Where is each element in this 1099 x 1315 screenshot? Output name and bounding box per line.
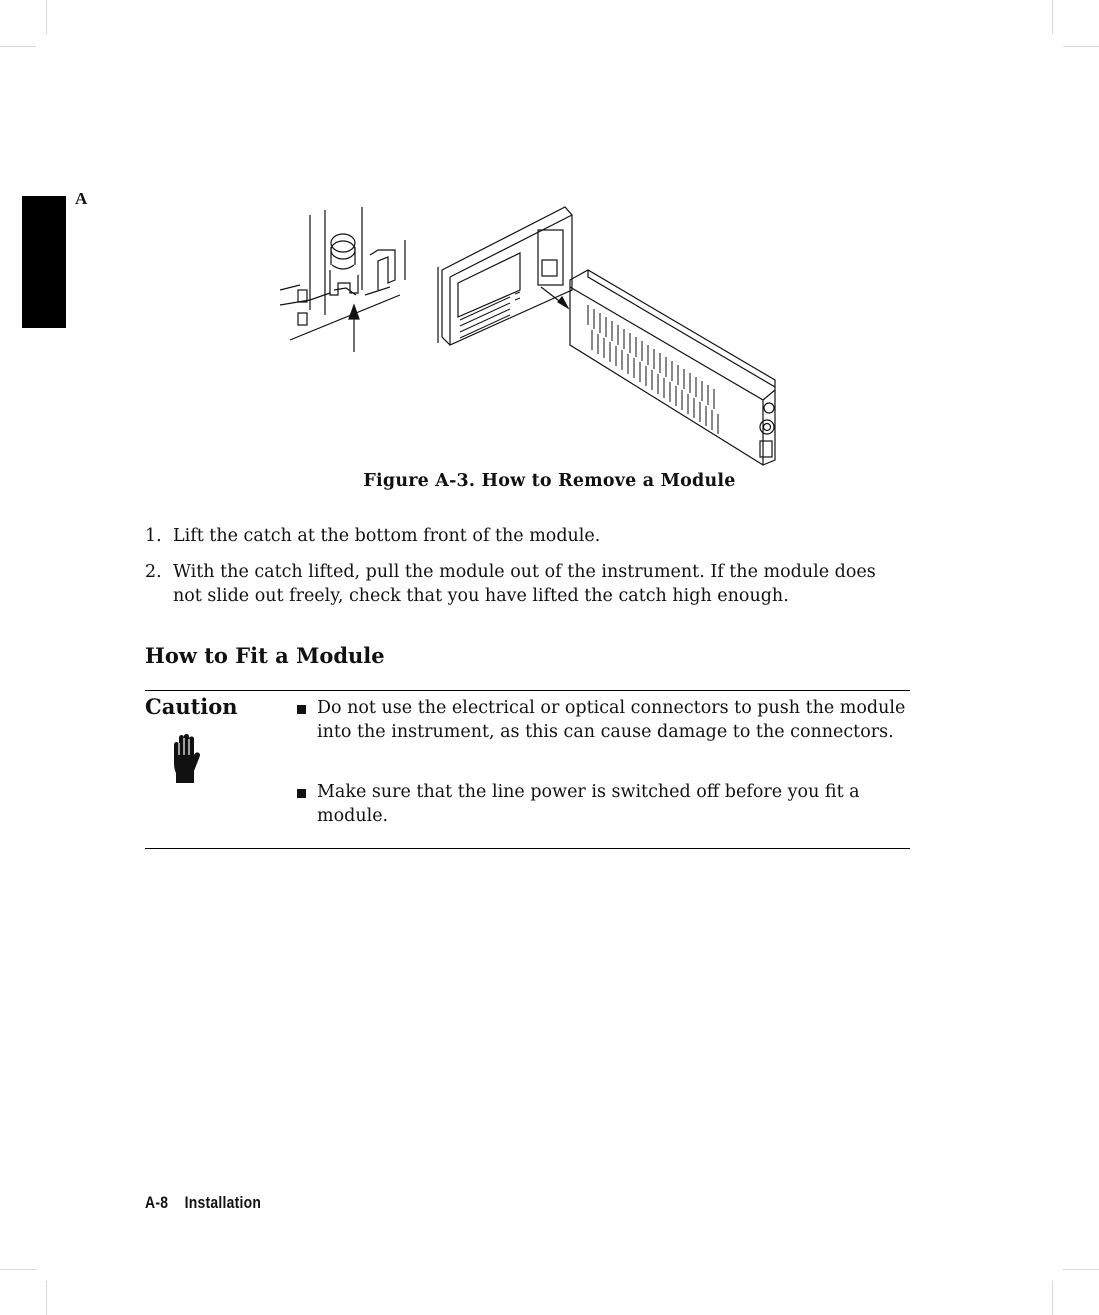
caution-label: Caution — [145, 694, 238, 719]
chapter-tab-letter: A — [75, 189, 88, 208]
caution-bullet-1 — [297, 696, 907, 744]
caution-text: Make sure that the line power is switched off before you fit a module. — [317, 782, 860, 826]
hand-icon — [168, 733, 202, 785]
page-number: A-8 — [145, 1193, 169, 1212]
caution-bottom-rule — [145, 848, 910, 849]
crop-mark — [1052, 1281, 1053, 1315]
caution-bullet-2 — [297, 780, 907, 828]
crop-mark — [1063, 46, 1099, 47]
pull-module-arrow — [541, 287, 568, 308]
crop-mark — [46, 0, 47, 34]
bullet-square — [297, 789, 306, 798]
crop-mark — [1052, 0, 1053, 34]
step-text: With the catch lifted, pull the module out of the instrument. If the module does not slide out freely, check that you have lifted the catch high enough. — [173, 562, 876, 606]
instrument-slot-drawing — [280, 207, 405, 340]
step-1 — [145, 524, 905, 548]
module-front-panel-drawing — [438, 207, 572, 345]
step-text: Lift the catch at the bottom front of the module. — [173, 526, 601, 546]
page-footer — [145, 1193, 261, 1213]
step-number: 1. — [145, 526, 162, 546]
step-2 — [145, 560, 905, 608]
crop-mark — [46, 1281, 47, 1315]
crop-mark — [0, 46, 36, 47]
extracted-module-drawing — [570, 270, 775, 465]
section-heading: How to Fit a Module — [145, 643, 385, 668]
module-removal-illustration — [270, 195, 790, 470]
bullet-square — [297, 705, 306, 714]
step-number: 2. — [145, 562, 162, 582]
crop-mark — [0, 1269, 36, 1270]
chapter-tab — [22, 196, 66, 328]
chapter-name: Installation — [184, 1193, 262, 1212]
caution-top-rule — [145, 690, 910, 691]
crop-mark — [1063, 1269, 1099, 1270]
figure-caption: Figure A-3. How to Remove a Module — [363, 471, 736, 491]
caution-text: Do not use the electrical or optical connectors to push the module into the instrument, as this can cause damage to the connectors. — [317, 698, 906, 742]
